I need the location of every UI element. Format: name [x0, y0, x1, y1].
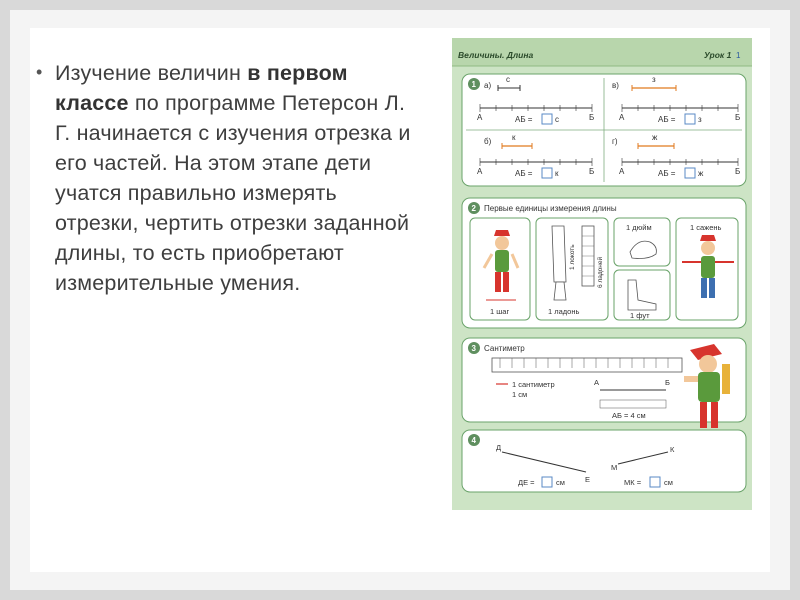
text-part-3: по программе Петерсон Л. Г. начинается с изучения отрезка и его частей. На этом этапе дети учатся правильно измерять отрезки, чертить отрезки заданной длины, то есть приобретают измерительные умения. — [55, 91, 411, 295]
task1-b-left-pt: А — [477, 167, 483, 176]
task3-unit-line2: 1 см — [512, 390, 528, 399]
task1-b-var: к — [555, 169, 559, 178]
task4-pt-d: Д — [496, 443, 502, 452]
book-header-title: Величины. Длина — [458, 50, 534, 60]
task1-g-right-pt: Б — [735, 167, 741, 176]
bullet-paragraph — [36, 58, 425, 298]
unit-lokot: 1 локоть — [569, 244, 576, 270]
textbook-page-image — [452, 38, 752, 510]
ruler — [492, 358, 682, 372]
task4-eq2-right: см — [664, 478, 673, 487]
task3-unit-line1: 1 сантиметр — [512, 380, 555, 389]
task4-eq1-right: см — [556, 478, 565, 487]
book-header-lesson: Урок 1 — [704, 50, 732, 60]
task4-pt-k: К — [670, 445, 675, 454]
task3-result: АБ = 4 см — [612, 411, 646, 420]
task3-pt-a: А — [594, 378, 600, 387]
task1-b-seg-label: к — [512, 133, 516, 142]
unit-fut: 1 фут — [630, 311, 650, 320]
task2-title: Первые единицы измерения длины — [484, 204, 617, 213]
task1-g-label: г) — [612, 137, 618, 146]
task1-a-seg-label: с — [506, 75, 510, 84]
task1-g-var: ж — [698, 169, 704, 178]
task1-b-right-pt: Б — [589, 167, 595, 176]
task1-v-seg-label: з — [652, 75, 656, 84]
bullet-marker: • — [36, 62, 43, 82]
task3-number: 3 — [471, 344, 476, 353]
task1-g-left-pt: А — [619, 167, 625, 176]
book-page-number: 1 — [736, 51, 741, 60]
task2-number: 2 — [471, 204, 476, 213]
text-bold-phrase: в первом классе — [55, 61, 348, 115]
task1-a-left-pt: А — [477, 113, 483, 122]
task1-a-eq: АБ = — [515, 115, 533, 124]
task4-number: 4 — [471, 436, 476, 445]
unit-6-ladoney: 6 ладоней — [597, 256, 604, 288]
task4-pt-m: М — [611, 463, 618, 472]
task3-pt-b: Б — [665, 378, 670, 387]
unit-sazhen: 1 сажень — [690, 223, 722, 232]
task1-a-var: с — [555, 115, 559, 124]
task3-title: Сантиметр — [484, 344, 525, 353]
task1-g-seg-label: ж — [652, 133, 658, 142]
task1-a-right-pt: Б — [589, 113, 595, 122]
task1-number: 1 — [471, 80, 476, 89]
task1-b-eq: АБ = — [515, 169, 533, 178]
task1-v-label: в) — [612, 81, 619, 90]
unit-ladon: 1 ладонь — [548, 307, 580, 316]
task1-v-eq: АБ = — [658, 115, 676, 124]
task1-g-eq: АБ = — [658, 169, 676, 178]
task4-pt-e: Е — [585, 475, 591, 484]
text-part-1: Изучение величин — [55, 61, 248, 85]
task1-v-left-pt: А — [619, 113, 625, 122]
task1-v-var: з — [698, 115, 702, 124]
task1-v-right-pt: Б — [735, 113, 741, 122]
task4-eq1-left: ДЕ = — [518, 478, 535, 487]
task1-a-label: а) — [484, 81, 492, 90]
unit-shag: 1 шаг — [490, 307, 510, 316]
task1-b-label: б) — [484, 137, 492, 146]
task4-eq2-left: МК = — [624, 478, 642, 487]
unit-dyuim: 1 дюйм — [626, 223, 652, 232]
